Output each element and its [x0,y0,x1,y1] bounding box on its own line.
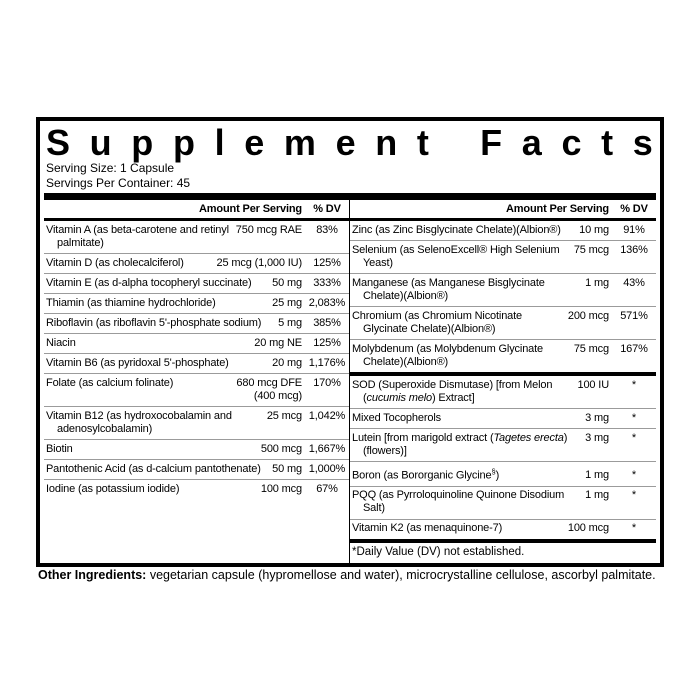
nutrient-name: Vitamin K2 (as menaquinone-7) [352,522,503,535]
nutrient-name: Manganese (as Manganese Bisglycinate Chelate)(Albion®) [352,276,545,302]
nutrient-amount: 75 mcg [573,342,609,355]
serving-size-text: Serving Size: 1 Capsule [46,161,175,175]
header-divider-bar [44,193,656,200]
latin-name: Tagetes erecta [493,431,564,444]
row-boron [350,461,656,486]
nutrient-dv: 1,000% [308,462,346,475]
nutrient-name: Vitamin E (as d-alpha tocopheryl succinate) [46,276,252,289]
nutrient-amount: 25 mcg (1,000 IU) [216,256,302,269]
nutrient-dv: 91% [623,223,645,236]
nutrient-name: PQQ (as Pyrroloquinoline Quinone Disodium Salt) [352,489,565,515]
nutrient-name: Vitamin B6 (as pyridoxal 5'-phosphate) [46,356,229,369]
nutrient-dv: 43% [623,276,645,289]
row-folate [44,373,349,406]
column-header-right [350,200,656,221]
nutrient-dv: 1,042% [308,409,346,422]
nutrient-name: Zinc (as Zinc Bisglycinate Chelate)(Albion®) [352,223,561,236]
servings-per-container-text: Servings Per Container: 45 [46,175,191,190]
row-pantothenic-acid [44,459,349,479]
row-iodine [44,479,349,499]
nutrient-dv: * [631,378,637,391]
nutrient-name: Vitamin D (as cholecalciferol) [46,256,184,269]
nutrient-amount: 1 mg [585,276,609,289]
nutrient-name: Riboflavin (as riboflavin 5'-phosphate sodium) [46,316,262,329]
other-ingredients-text: Other Ingredients: vegetarian capsule (hypromellose and water), microcrystalline cellulose, ascorbyl palmitate. [38,567,656,582]
nutrient-amount: 1 mg [585,489,609,502]
nutrient-name: Biotin [46,442,73,455]
nutrient-dv: 333% [313,276,341,289]
nutrient-dv: * [631,469,637,482]
nutrient-amount: 100 mcg [260,482,302,495]
nutrient-amount: 10 mg [579,223,609,236]
row-molybdenum [350,339,656,372]
nutrient-dv: 83% [316,223,338,236]
nutrient-name: Molybdenum (as Molybdenum Glycinate Chelate)(Albion®) [352,342,544,368]
nutrient-amount: 5 mg [278,316,302,329]
nutrient-amount: 3 mg [585,411,609,424]
nutrient-dv: 2,083% [308,296,346,309]
row-vitamin-d [44,253,349,273]
nutrient-name: Boron (as Bororganic Glycine§) [352,466,500,482]
nutrient-amount: 20 mg NE [254,336,302,349]
row-mixed-tocopherols [350,408,656,428]
row-vitamin-k2 [350,519,656,539]
row-vitamin-e [44,273,349,293]
nutrient-amount: 25 mg [272,296,302,309]
row-vitamin-b6 [44,353,349,373]
row-vitamin-b12 [44,406,349,439]
row-riboflavin [44,313,349,333]
nutrient-amount: 1 mg [585,469,609,482]
dv-footnote: *Daily Value (DV) not established. [350,539,656,564]
row-manganese [350,273,656,306]
nutrient-dv: * [631,489,637,502]
nutrient-amount: 50 mg [272,462,302,475]
nutrient-amount: 750 mcg RAE [235,223,302,236]
panel-title: S u p p l e m e n t F a c t s [46,122,653,163]
nutrient-name: SOD (Superoxide Dismutase) [from Melon (cucumis melo) Extract] [352,378,553,404]
row-sod [350,372,656,408]
nutrient-dv: * [631,411,637,424]
nutrient-dv: 1,667% [308,442,346,455]
nutrient-dv: * [631,522,637,535]
dv-header: % DV [620,203,648,215]
nutrient-amount: 500 mcg [260,442,302,455]
nutrient-dv: 1,176% [308,356,346,369]
row-chromium [350,306,656,339]
other-ingredients-label: Other Ingredients: [38,567,147,582]
row-biotin [44,439,349,459]
dv-header: % DV [313,203,341,215]
right-column [350,200,656,563]
nutrient-name: Pantothenic Acid (as d-calcium pantothenate) [46,462,261,475]
nutrient-amount: 50 mg [272,276,302,289]
row-zinc [350,221,656,240]
latin-name: cucumis melo [366,391,432,404]
row-lutein [350,428,656,461]
nutrient-name: Mixed Tocopherols [352,411,441,424]
nutrient-name: Vitamin B12 (as hydroxocobalamin and adenosylcobalamin) [46,409,232,435]
nutrient-amount: 200 mcg [567,309,609,322]
nutrient-amount: 3 mg [585,431,609,444]
nutrient-name: Chromium (as Chromium Nicotinate Glycinate Chelate)(Albion®) [352,309,523,335]
row-selenium [350,240,656,273]
amount-per-serving-header: Amount Per Serving [198,203,302,215]
nutrient-amount: 680 mcg DFE (400 mcg) [236,376,302,402]
row-niacin [44,333,349,353]
nutrient-name: Niacin [46,336,76,349]
amount-per-serving-header: Amount Per Serving [505,203,609,215]
nutrient-amount: 25 mcg [266,409,302,422]
nutrient-dv: 125% [313,336,341,349]
nutrient-name: Thiamin (as thiamine hydrochloride) [46,296,216,309]
nutrient-amount: 75 mcg [573,243,609,256]
nutrient-name: Selenium (as SelenoExcell® High Selenium Yeast) [352,243,560,269]
supplement-facts-panel [36,117,664,567]
section-mark: § [491,466,496,476]
nutrient-dv: * [631,431,637,444]
left-column [44,200,350,563]
nutrient-name: Vitamin A (as beta-carotene and retinyl palmitate) [46,223,229,249]
nutrient-name: Iodine (as potassium iodide) [46,482,180,495]
nutrient-dv: 571% [620,309,648,322]
nutrient-name: Folate (as calcium folinate) [46,376,174,389]
nutrient-amount: 100 mcg [567,522,609,535]
row-pqq [350,486,656,519]
row-vitamin-a [44,221,349,253]
nutrient-dv: 125% [313,256,341,269]
nutrient-dv: 136% [620,243,648,256]
nutrient-name: Lutein [from marigold extract (Tagetes erecta)(flowers)] [352,431,568,457]
nutrient-dv: 167% [620,342,648,355]
nutrient-amount: 20 mg [272,356,302,369]
nutrient-dv: 170% [313,376,341,389]
nutrient-dv: 385% [313,316,341,329]
row-thiamin [44,293,349,313]
nutrient-dv: 67% [316,482,338,495]
nutrient-amount: 100 IU [577,378,609,391]
column-header-left [44,200,349,221]
nutrient-columns [44,200,656,563]
